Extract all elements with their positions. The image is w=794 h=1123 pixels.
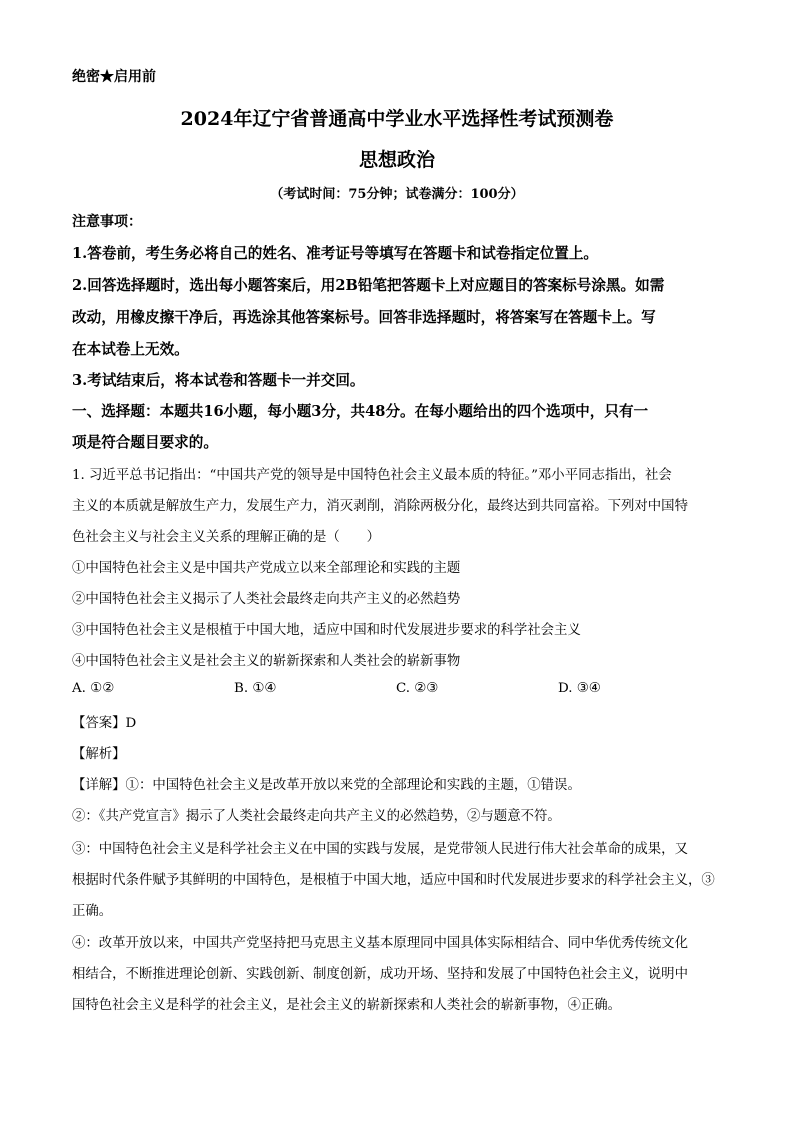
option-b: B. ①④ [234, 681, 277, 696]
statement-1: ①中国特色社会主义是中国共产党成立以来全部理论和实践的主题 [72, 561, 461, 576]
statement-3: ③中国特色社会主义是根植于中国大地，适应中国和时代发展进步要求的科学社会主义 [72, 623, 581, 638]
exam-title: 2024年辽宁省普通高中学业水平选择性考试预测卷 [180, 108, 614, 130]
section-heading-line: 一、选择题：本题共16小题，每小题3分，共48分。在每小题给出的四个选项中，只有一 [72, 403, 649, 420]
question-stem-line: 主义的本质就是解放生产力，发展生产力，消灭剥削，消除两极分化，最终达到共同富裕。下列对中国特 [72, 499, 688, 514]
exam-info: （考试时间：75分钟；试卷满分：100分） [270, 187, 524, 202]
analysis-line: ③：中国特色社会主义是科学社会主义在中国的实践与发展，是党带领人民进行伟大社会革命的成果，又 [72, 842, 688, 857]
subject-title: 思想政治 [358, 149, 435, 171]
confidential-label: 绝密★启用前 [72, 69, 156, 85]
section-heading-line: 项是符合题目要求的。 [72, 434, 218, 451]
option-a: A. ①② [72, 681, 115, 696]
notice-heading: 注意事项： [72, 214, 142, 230]
analysis-line: 正确。 [72, 904, 113, 919]
notice-line: 在本试卷上无效。 [72, 341, 189, 358]
question-stem-line: 色社会主义与社会主义关系的理解正确的是（ ） [72, 530, 380, 545]
answer-label: 【答案】D [72, 716, 137, 731]
notice-line: 改动，用橡皮擦干净后，再选涂其他答案标号。回答非选择题时，将答案写在答题卡上。写 [72, 309, 656, 326]
option-d: D. ③④ [558, 681, 601, 696]
analysis-line: ②：《共产党宣言》揭示了人类社会最终走向共产主义的必然趋势，②与题意不符。 [72, 809, 561, 824]
notice-line: 2.回答选择题时，选出每小题答案后，用2B铅笔把答题卡上对应题目的答案标号涂黑。如需 [72, 277, 665, 294]
analysis-line: 国特色社会主义是科学的社会主义，是社会主义的崭新探索和人类社会的崭新事物，④正确。 [72, 998, 622, 1013]
option-c: C. ②③ [396, 681, 439, 696]
question-stem-line: 1. 习近平总书记指出：“中国共产党的领导是中国特色社会主义最本质的特征。”邓小平同志指出，社会 [72, 468, 672, 483]
analysis-heading: 【解析】 [72, 747, 126, 762]
analysis-line: ④：改革开放以来，中国共产党坚持把马克思主义基本原理同中国具体实际相结合、同中华优秀传统文化 [72, 936, 688, 951]
notice-line: 1.答卷前，考生务必将自己的姓名、准考证号等填写在答题卡和试卷指定位置上。 [72, 245, 599, 262]
analysis-line: 【详解】①：中国特色社会主义是改革开放以来党的全部理论和实践的主题，①错误。 [72, 778, 581, 793]
statement-2: ②中国特色社会主义揭示了人类社会最终走向共产主义的必然趋势 [72, 592, 461, 607]
notice-line: 3.考试结束后，将本试卷和答题卡一并交回。 [72, 372, 365, 389]
statement-4: ④中国特色社会主义是社会主义的崭新探索和人类社会的崭新事物 [72, 654, 461, 669]
analysis-line: 根据时代条件赋予其鲜明的中国特色，是根植于中国大地，适应中国和时代发展进步要求的科学社会主义，③ [72, 873, 715, 888]
options-row [72, 681, 722, 696]
analysis-line: 相结合，不断推进理论创新、实践创新、制度创新，成功开场、坚持和发展了中国特色社会主义，说明中 [72, 967, 688, 982]
